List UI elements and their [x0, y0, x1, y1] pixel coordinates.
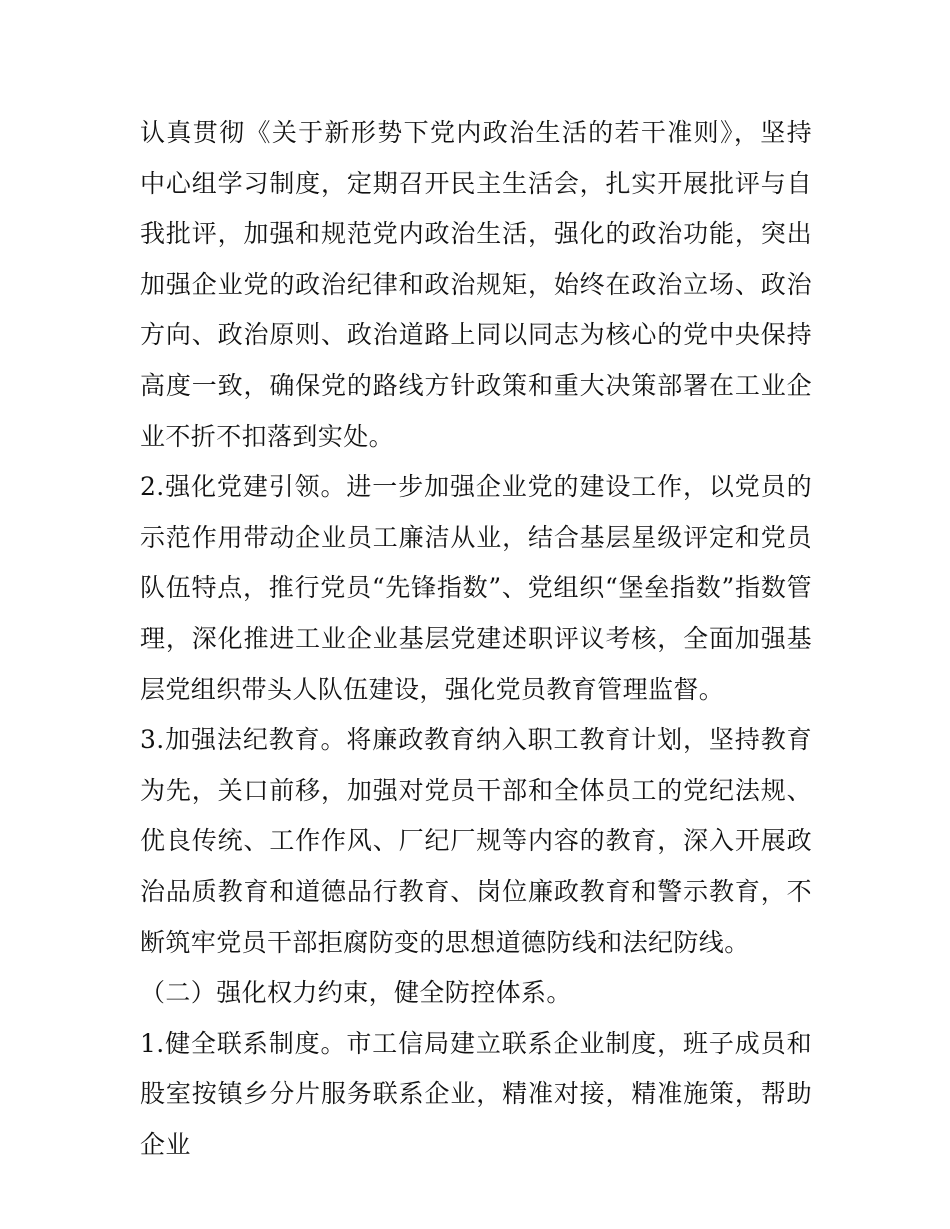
paragraph-discipline-education: 3.加强法纪教育。将廉政教育纳入职工教育计划，坚持教育为先，关口前移，加强对党员干部和全体员工的党纪法规、优良传统、工作作风、厂纪厂规等内容的教育，深入开展政治品质教育和道德品行教育、岗位廉政教育和警示教育，不断筑牢党员干部拒腐防变的思想道德防线和法纪防线。	[140, 725, 812, 957]
paragraph-party-building: 2.强化党建引领。进一步加强企业党的建设工作，以党员的示范作用带动企业员工廉洁从业，结合基层星级评定和党员队伍特点，推行党员“先锋指数”、党组织“堡垒指数”指数管理，深化推进工业企业基层党建述职评议考核，全面加强基层党组织带头人队伍建设，强化党员教育管理监督。	[140, 472, 812, 704]
paragraph-contact-system: 1.健全联系制度。市工信局建立联系企业制度，班子成员和股室按镇乡分片服务联系企业，精准对接，精准施策，帮助企业	[140, 1028, 812, 1159]
document-body	[140, 108, 812, 1170]
paragraph-political-life: 认真贯彻《关于新形势下党内政治生活的若干准则》，坚持中心组学习制度，定期召开民主生活会，扎实开展批评与自我批评，加强和规范党内政治生活，强化的政治功能，突出加强企业党的政治纪律和政治规矩，始终在政治立场、政治方向、政治原则、政治道路上同以同志为核心的党中央保持高度一致，确保党的路线方针政策和重大决策部署在工业企业不折不扣落到实处。	[140, 118, 812, 451]
section-heading-power-constraint: （二）强化权力约束，健全防控体系。	[140, 978, 572, 1008]
